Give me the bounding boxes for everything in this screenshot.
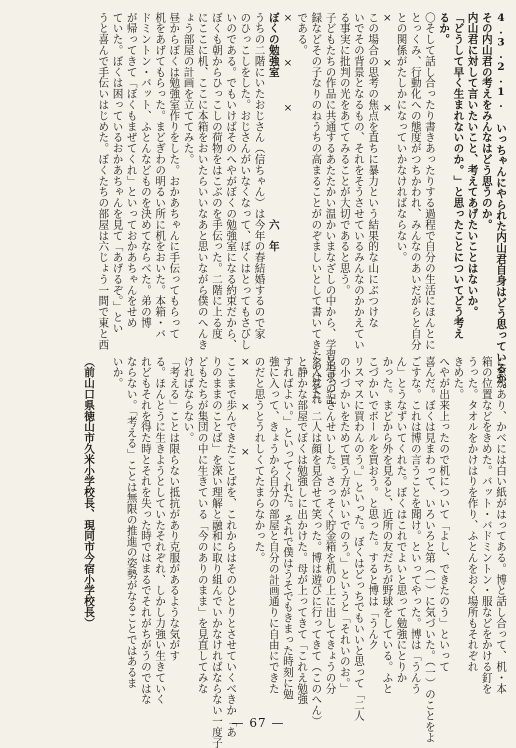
top-text-column: にここに机、ここに本箱をおいたらいいなあと思いながら僕のへんき (196, 12, 209, 350)
bottom-text-column: ならない。「考える」ことは無限の推進の姿勢がなることではあるま (125, 356, 138, 689)
bottom-text-column: うった。タオルをかけはりを作り、ふとんをおく場所もそれぞれ (466, 356, 479, 673)
bottom-text-column: 強に入って、きょうから自分の部屋と自分の計画通りに自由にできた (267, 356, 280, 694)
top-text-column: × × × (381, 12, 394, 115)
bottom-text-column: どもたちが集団の中に生きている「今のありのまま」を見直してみな (196, 356, 209, 694)
bottom-text-column: すればよい。」といってくれた。それで僕はうそでもきまった時刻に勉 (281, 356, 294, 700)
bottom-text-column: ごすな。これは博の言うことを聞け。といってやった。博は「うんう (409, 356, 422, 694)
top-text-column: いでその背景となるもの、それをそうさせているみんなのかかえてい (352, 12, 365, 350)
bottom-text-column: と言ってさんせいした。さっそく貯金箱を机の上に出してきょうの分 (324, 356, 337, 694)
bottom-text-column: を入れた。二人は顔を見合せて笑った。博は遊びに行ってきて（このへん） (310, 356, 323, 727)
bottom-text-column: こづかいでボールを買おう。と思った。すると博は「うんク (367, 356, 380, 651)
top-text-column: この場合の思考の焦点を直ちに暴力という結果的な山にぶつけな (367, 12, 380, 329)
bottom-text-column: と静かな部屋でぼくは勉強しに出かけた。母が上ってきて「これえ勉強 (296, 356, 309, 705)
bottom-text-column: 「考える」ことは限らない抵抗があり克服があるような気がす (168, 356, 181, 662)
top-text-column: 子どもたちの作品に共通するあたたかい温かいまなざしの中から、学習追求の記 (324, 12, 337, 405)
top-text-column: である。 (296, 12, 309, 56)
top-text-column: 昼からぼくは勉強室作りをした。おかあちゃんに手伝ってもらって (168, 12, 181, 339)
top-text-column: その内山君の考えをみんなはどう思うのか。 (480, 12, 493, 230)
top-text-column: とっくみ、行動化への態度がつちかわれ、みんなのあいだがらと自分 (409, 12, 422, 350)
top-text-column: ぼくも朝からひっこしの荷物をはこぶのを手伝った。二階に上る度 (210, 12, 223, 339)
top-text-column: 〇そして話し合ったり書きあったりする過程で自分の生活にほんとに (423, 12, 436, 350)
top-text-column: いのである。でもいけばそのへやがぼくの勉強室になる約束だから、 (225, 12, 238, 350)
bottom-text-column: いか。 (111, 356, 124, 389)
top-text-column: ぼくの勉強室 六 年 (267, 12, 280, 252)
bottom-text-column: りのままのことば」を深い理解と融和に取り組んでいかなければならない一度子 (210, 356, 223, 748)
bottom-text-column: ければならない。 (182, 356, 195, 444)
top-text-column: 録などその子なりのねうちの高まることがのぞましいとして書いてきたのはそれ (310, 12, 323, 405)
top-text-column: との関係がたしかになっていかなければならない。 (395, 12, 408, 263)
bottom-text-column: れどもそれを得た時とそれを失った時ではまるでそれがちがうのではな (139, 356, 152, 705)
top-text-column: るか。 (438, 12, 451, 45)
bottom-text-column: きめた。 (452, 356, 465, 400)
bottom-text-column: × × × (239, 356, 252, 459)
top-text-column: 内山君に対して言いたいこと、考えてあげたいことはないか。 (466, 12, 479, 318)
top-text-column: ていた。ぼくは困っているおかあちゃんを見て「あげるぞ。」とい (111, 12, 124, 334)
top-text-column: のひっこしをした。おじさんがいなくなって、ぼくはとってもさびし (239, 12, 252, 350)
top-text-column: うと喜んで手伝いはじめた。ぼくたちの部屋は六じょう一間で東と西 (97, 12, 110, 350)
top-text-column: ドミントン・バット、ふとんなどものを決めてならべた。弟の博 (139, 12, 152, 329)
top-text-column: る事実に批判の光をあててみることが大切であると思う。 (338, 12, 351, 296)
bottom-text-column: る。ほんとうに生きようとしていたそれぞれ、しかし力強い生きていく (154, 356, 167, 705)
top-text-column: が帰ってきて「ぼくもまぜてくれ」といっておかあちゃんをせめ (125, 12, 138, 329)
top-text-column: 「どうして早く生まれないのか。」と思ったことについてどう考え (452, 12, 465, 339)
bottom-text-column: へやが出来上ったので机について「よし、できたのう」といって (438, 356, 451, 673)
bottom-text-column: 喜んだ。ぼくは見まわって、いろいろと第（一）に気づいた。（一）のことをよ (423, 356, 436, 744)
page-number: — 67 — (231, 716, 285, 730)
bottom-text-column: （前山口県徳山市久米小学校長、現同市今宿小学校長） (83, 356, 96, 629)
top-text-column: 机をあげてもらった。まどぎわの明るい所に机をおいた。本箱・バ (154, 12, 167, 339)
bottom-text-column: 箱の位置などをきめた。バット・バドミントン・服などをかける釘を (480, 356, 493, 694)
bottom-text-column (96, 356, 110, 708)
bottom-text-column: かった。まどから外を見ると、近所の友だちが野球をしている。ふと (381, 356, 394, 694)
bottom-text-column: ここまで歩んできたことばを、これからはそのひとりとさせていくべきか「あ (225, 356, 238, 738)
bottom-text-column: に窓があり、かべには白い紙がはってある。博と話し合って、机・本 (495, 356, 507, 694)
top-text-column: 4.3.2.1. いっちゃんにやられた内山君自身はどう思っているか。 (495, 12, 507, 396)
top-text-column: × × × (281, 12, 294, 115)
bottom-text-column: ん」とうなずいてくれた。ぼくはこれでよいと思って勉強にとりか (395, 356, 408, 683)
bottom-text-column: リスマスに買わんのう。」といった。ぼくはどっちでもいいと思って「二人 (352, 356, 365, 722)
top-text-column: ょう部屋の計画を立ててみた。 (182, 12, 195, 165)
bottom-text-column: の小づかいをためて買う方がいいでのう。」というと「それいのお。」 (338, 356, 351, 695)
section-divider (14, 350, 508, 351)
top-text-column: うちの二階にいたおじさん（信ちゃん）は今年の春結婚するので家 (253, 12, 266, 339)
bottom-text-column: のだと思うとうれしくてたまらなかった。 (253, 356, 266, 564)
